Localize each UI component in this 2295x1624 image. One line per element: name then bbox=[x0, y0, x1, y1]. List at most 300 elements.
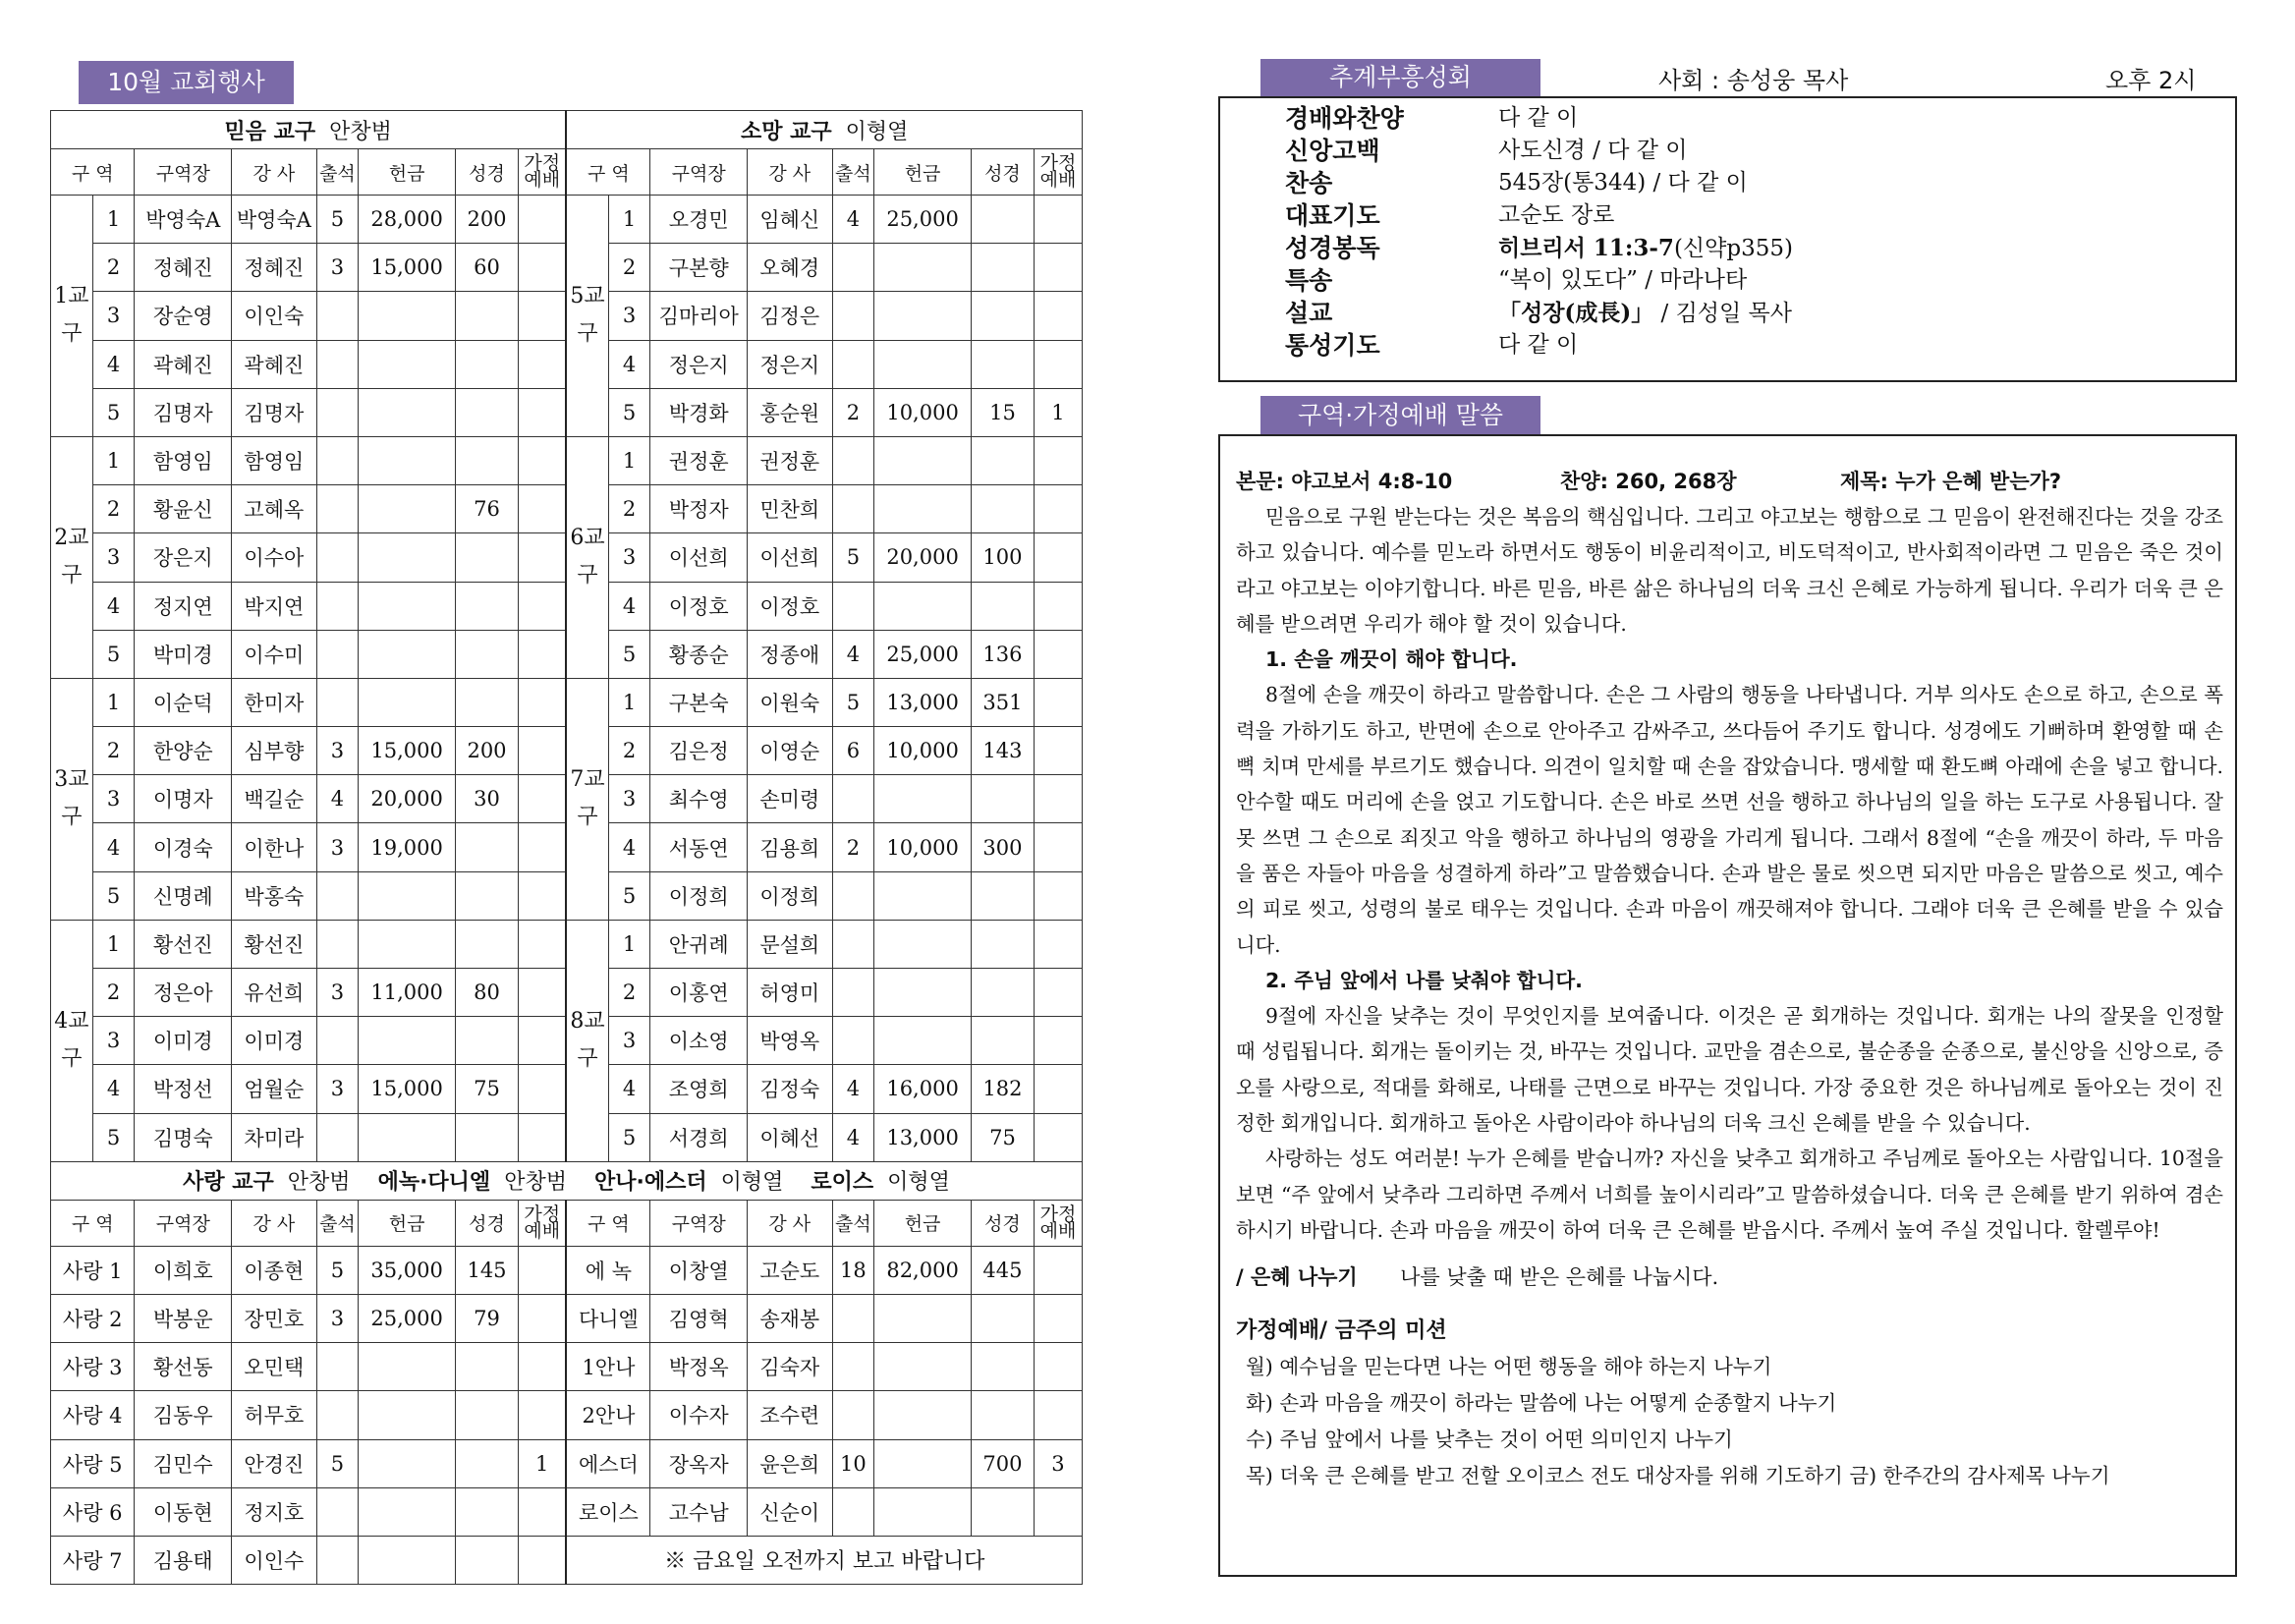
table-cell: 75 bbox=[455, 1065, 518, 1113]
column-header: 가정예배 bbox=[1034, 149, 1082, 196]
table-cell: 홍순원 bbox=[748, 388, 832, 436]
table-cell: 이종현 bbox=[232, 1246, 316, 1294]
column-header-row bbox=[51, 1200, 1083, 1246]
group-number: 2 bbox=[608, 727, 650, 775]
table-cell bbox=[971, 1487, 1034, 1536]
group-name: 사랑 5 bbox=[51, 1439, 135, 1487]
table-cell: 황윤신 bbox=[135, 485, 232, 533]
table-cell bbox=[1034, 244, 1082, 292]
table-cell: 허영미 bbox=[748, 969, 832, 1017]
group-name: 로이스 bbox=[566, 1487, 649, 1536]
table-cell bbox=[1034, 823, 1082, 871]
table-cell bbox=[455, 1343, 518, 1391]
table-cell bbox=[874, 1343, 972, 1391]
column-header: 출석 bbox=[832, 149, 874, 196]
table-cell: 이경숙 bbox=[135, 823, 232, 871]
table-cell: 16,000 bbox=[874, 1065, 972, 1113]
district-label: 6교구 bbox=[566, 436, 608, 678]
sermon-intro: 믿음으로 구원 받는다는 것은 복음의 핵심입니다. 그리고 야고보는 행함으로 그 믿음이 완전해진다는 것을 강조하고 있습니다. 예수를 믿노라 하면서도 행동이 비윤리적이고, 비도덕적이고, 반사회적이라면 그 믿음은 죽은 것이라고 야고보는 이야기합니다. 바른 믿음, 바른 삶은 하나님의 더욱 크신 은혜로 가능하게 됩니다. 우리가 더욱 큰 은혜를 받으려면 우리가 해야 할 것이 있습니다. bbox=[1236, 505, 2223, 636]
table-cell bbox=[832, 1391, 874, 1439]
table-cell bbox=[874, 485, 972, 533]
table-cell: 700 bbox=[971, 1439, 1034, 1487]
table-cell bbox=[455, 630, 518, 678]
group-number: 2 bbox=[608, 969, 650, 1017]
table-cell bbox=[971, 969, 1034, 1017]
group-number: 5 bbox=[608, 1113, 650, 1161]
table-cell bbox=[1034, 196, 1082, 244]
service-item-value-text: / 김성일 목사 bbox=[1653, 301, 1792, 326]
group-number: 1 bbox=[92, 196, 135, 244]
table-cell bbox=[359, 920, 456, 968]
table-cell: 권정훈 bbox=[748, 436, 832, 484]
district-label: 7교구 bbox=[566, 678, 608, 920]
table-cell: 4 bbox=[832, 196, 874, 244]
table-cell: 김명자 bbox=[232, 388, 316, 436]
table-cell: 이인숙 bbox=[232, 292, 316, 340]
service-item-label: 성경봉독 bbox=[1285, 234, 1380, 262]
table-cell bbox=[316, 1113, 359, 1161]
table-cell: 60 bbox=[455, 244, 518, 292]
table-cell bbox=[1034, 1391, 1082, 1439]
group-name: 사랑 4 bbox=[51, 1391, 135, 1439]
table-cell bbox=[455, 920, 518, 968]
table-cell: 이수미 bbox=[232, 630, 316, 678]
faith-district-leader: 안창범 bbox=[329, 119, 392, 144]
table-cell: 82,000 bbox=[874, 1246, 972, 1294]
table-cell: 300 bbox=[971, 823, 1034, 871]
service-item-label: 대표기도 bbox=[1285, 201, 1380, 230]
table-cell bbox=[359, 1536, 456, 1584]
table-cell bbox=[519, 436, 567, 484]
column-header: 출석 bbox=[316, 1200, 359, 1246]
table-cell bbox=[1034, 1487, 1082, 1536]
table-cell: 정지호 bbox=[232, 1487, 316, 1536]
table-cell bbox=[519, 678, 567, 726]
table-cell: 한미자 bbox=[232, 678, 316, 726]
mission-item: 월) 예수님을 믿는다면 나는 어떤 행동을 해야 하는지 나누기 bbox=[1246, 1354, 1772, 1378]
table-cell: 김동우 bbox=[135, 1391, 232, 1439]
table-cell: 6 bbox=[832, 727, 874, 775]
service-item-label: 찬송 bbox=[1285, 169, 1333, 197]
table-cell bbox=[316, 1343, 359, 1391]
table-cell: 10,000 bbox=[874, 388, 972, 436]
table-row bbox=[51, 1246, 1083, 1294]
grace-sharing-label: / 은혜 나누기 bbox=[1236, 1265, 1358, 1290]
table-cell bbox=[455, 1017, 518, 1065]
table-cell: 20,000 bbox=[874, 533, 972, 582]
table-cell bbox=[971, 1017, 1034, 1065]
table-cell: 100 bbox=[971, 533, 1034, 582]
table-cell bbox=[316, 292, 359, 340]
table-cell: 최수영 bbox=[650, 775, 748, 823]
group-number: 2 bbox=[608, 244, 650, 292]
table-cell: 10,000 bbox=[874, 823, 972, 871]
column-header: 성경 bbox=[455, 1200, 518, 1246]
table-cell: 정종애 bbox=[748, 630, 832, 678]
table-cell: 이미경 bbox=[135, 1017, 232, 1065]
table-cell: 80 bbox=[455, 969, 518, 1017]
group-name: 사랑 2 bbox=[51, 1294, 135, 1342]
district-label: 1교구 bbox=[51, 196, 93, 437]
order-of-service bbox=[1218, 96, 2237, 382]
table-cell bbox=[359, 292, 456, 340]
service-item-label: 통성기도 bbox=[1285, 331, 1380, 360]
group-number: 1 bbox=[92, 678, 135, 726]
lois-group-leader: 이형열 bbox=[887, 1170, 950, 1196]
table-cell: 이순덕 bbox=[135, 678, 232, 726]
table-cell bbox=[1034, 292, 1082, 340]
table-cell bbox=[455, 871, 518, 920]
group-number: 1 bbox=[608, 678, 650, 726]
table-cell bbox=[359, 436, 456, 484]
table-cell bbox=[316, 582, 359, 630]
table-cell: 143 bbox=[971, 727, 1034, 775]
table-cell: 이미경 bbox=[232, 1017, 316, 1065]
table-cell bbox=[455, 1113, 518, 1161]
group-number: 5 bbox=[608, 630, 650, 678]
table-cell: 4 bbox=[832, 1113, 874, 1161]
table-cell bbox=[874, 340, 972, 388]
service-item-value-text: 다 같 이 bbox=[1498, 332, 1579, 358]
service-item bbox=[1220, 167, 2235, 199]
table-cell: 안경진 bbox=[232, 1439, 316, 1487]
table-cell: 김정은 bbox=[748, 292, 832, 340]
group-number: 1 bbox=[92, 436, 135, 484]
table-cell bbox=[832, 871, 874, 920]
table-cell bbox=[832, 582, 874, 630]
table-cell: 이한나 bbox=[232, 823, 316, 871]
group-number: 5 bbox=[92, 871, 135, 920]
table-cell: 351 bbox=[971, 678, 1034, 726]
table-cell bbox=[874, 920, 972, 968]
column-header: 구역장 bbox=[135, 149, 232, 196]
district-label: 5교구 bbox=[566, 196, 608, 437]
hymn-numbers: 찬양: 260, 268장 bbox=[1560, 470, 1737, 493]
table-cell: 5 bbox=[832, 533, 874, 582]
service-item bbox=[1220, 199, 2235, 232]
section-header bbox=[51, 1161, 1083, 1200]
table-cell: 2 bbox=[832, 388, 874, 436]
column-header: 구 역 bbox=[51, 1200, 135, 1246]
district-label: 2교구 bbox=[51, 436, 93, 678]
table-cell: 고순도 bbox=[748, 1246, 832, 1294]
table-cell: 장옥자 bbox=[650, 1439, 748, 1487]
table-cell: 황종순 bbox=[650, 630, 748, 678]
table-cell: 76 bbox=[455, 485, 518, 533]
table-cell: 조수련 bbox=[748, 1391, 832, 1439]
table-cell: 이선희 bbox=[748, 533, 832, 582]
table-cell: 3 bbox=[316, 823, 359, 871]
group-number: 2 bbox=[92, 727, 135, 775]
table-cell bbox=[519, 485, 567, 533]
column-header: 구역장 bbox=[650, 1200, 748, 1246]
group-number: 1 bbox=[608, 920, 650, 968]
table-cell: 200 bbox=[455, 196, 518, 244]
point-2-heading: 2. 주님 앞에서 나를 낮춰야 합니다. bbox=[1265, 968, 1583, 992]
table-cell bbox=[832, 436, 874, 484]
group-name: 1안나 bbox=[566, 1343, 649, 1391]
table-cell bbox=[971, 582, 1034, 630]
group-number: 1 bbox=[608, 196, 650, 244]
table-row bbox=[51, 1343, 1083, 1391]
footnote: ※ 금요일 오전까지 보고 바랍니다 bbox=[566, 1536, 1082, 1584]
point-2-body: 9절에 자신을 낮추는 것이 무엇인지를 보여줍니다. 이것은 곧 회개하는 것입니다. 회개는 나의 잘못을 인정할 때 성립됩니다. 회개는 돌이키는 것, 바꾸는 것입니다. 교만을 겸손으로, 불순종을 순종으로, 불신앙을 신앙으로, 증오를 사랑으로, 적대를 화해로, 나태를 근면으로 바꾸는 것입니다. 가장 중요한 것은 하나님께로 돌아오는 것이 진정한 회개입니다. 회개하고 돌아온 사람이라야 하나님의 더욱 크신 은혜를 받을 수 있습니다. bbox=[1236, 1004, 2223, 1136]
table-cell: 김명자 bbox=[135, 388, 232, 436]
table-cell: 18 bbox=[832, 1246, 874, 1294]
service-item-label: 신앙고백 bbox=[1285, 137, 1380, 165]
table-cell bbox=[832, 920, 874, 968]
service-item-value bbox=[1498, 135, 1688, 167]
table-cell bbox=[519, 1113, 567, 1161]
table-cell: 임혜신 bbox=[748, 196, 832, 244]
love-district-label: 사랑 교구 bbox=[183, 1170, 274, 1196]
table-cell: 15,000 bbox=[359, 1065, 456, 1113]
table-cell bbox=[832, 485, 874, 533]
table-cell bbox=[971, 775, 1034, 823]
table-cell bbox=[971, 292, 1034, 340]
group-number: 2 bbox=[608, 485, 650, 533]
service-item bbox=[1220, 329, 2235, 362]
table-row bbox=[51, 1294, 1083, 1342]
anna-group-leader: 이형열 bbox=[720, 1170, 784, 1196]
table-cell bbox=[359, 1439, 456, 1487]
group-number: 4 bbox=[608, 1065, 650, 1113]
table-cell: 조영희 bbox=[650, 1065, 748, 1113]
table-cell bbox=[519, 871, 567, 920]
district-label: 3교구 bbox=[51, 678, 93, 920]
table-cell bbox=[519, 1536, 567, 1584]
sermon-header bbox=[1236, 464, 2223, 499]
love-district-leader: 안창범 bbox=[287, 1170, 351, 1196]
table-cell: 장민호 bbox=[232, 1294, 316, 1342]
lois-group-label: 로이스 bbox=[811, 1170, 874, 1196]
table-cell bbox=[832, 1487, 874, 1536]
table-cell: 박영숙A bbox=[232, 196, 316, 244]
table-cell bbox=[316, 1017, 359, 1065]
table-cell bbox=[519, 969, 567, 1017]
table-cell: 이정호 bbox=[650, 582, 748, 630]
district-report-table bbox=[50, 110, 1083, 1585]
group-number: 3 bbox=[92, 292, 135, 340]
enoch-group-leader: 안창범 bbox=[504, 1170, 567, 1196]
group-name: 사랑 1 bbox=[51, 1246, 135, 1294]
table-cell bbox=[519, 920, 567, 968]
table-cell bbox=[455, 1439, 518, 1487]
table-cell bbox=[519, 533, 567, 582]
group-name: 2안나 bbox=[566, 1391, 649, 1439]
table-cell bbox=[971, 436, 1034, 484]
service-item-label: 특송 bbox=[1285, 266, 1333, 295]
group-name: 사랑 7 bbox=[51, 1536, 135, 1584]
table-cell bbox=[1034, 533, 1082, 582]
table-cell bbox=[1034, 920, 1082, 968]
group-number: 1 bbox=[92, 920, 135, 968]
table-cell: 김명숙 bbox=[135, 1113, 232, 1161]
table-cell bbox=[519, 244, 567, 292]
table-cell bbox=[519, 582, 567, 630]
column-header: 가정예배 bbox=[1034, 1200, 1082, 1246]
table-cell bbox=[832, 1017, 874, 1065]
table-cell: 황선진 bbox=[232, 920, 316, 968]
anna-group-label: 안나·에스더 bbox=[593, 1170, 707, 1196]
table-cell bbox=[1034, 1065, 1082, 1113]
table-cell bbox=[519, 1343, 567, 1391]
group-number: 4 bbox=[608, 582, 650, 630]
table-cell: 19,000 bbox=[359, 823, 456, 871]
table-cell bbox=[519, 1487, 567, 1536]
district-label: 4교구 bbox=[51, 920, 93, 1161]
group-number: 5 bbox=[92, 1113, 135, 1161]
table-cell bbox=[316, 340, 359, 388]
table-cell: 오민택 bbox=[232, 1343, 316, 1391]
group-number: 3 bbox=[608, 533, 650, 582]
point-1-body: 8절에 손을 깨끗이 하라고 말씀합니다. 손은 그 사람의 행동을 나타냅니다. 거부 의사도 손으로 하고, 손으로 폭력을 가하기도 하고, 반면에 손으로 안아주고 감싸주고, 쓰다듬어 주기도 합니다. 성경에도 기뻐하며 환영할 때 손뼉 치며 만세를 부르기도 했습니다. 의견이 일치할 때 손을 잡았습니다. 맹세할 때 환도뼈 아래에 손을 넣고 합니다. 안수할 때도 머리에 손을 얹고 기도합니다. 손은 바로 쓰면 선을 행하고 하나님의 일을 하는 도구로 사용됩니다. 잘 못 쓰면 그 손으로 죄짓고 악을 행하고 하나님의 영광을 가리게 됩니다. 그래서 8절에 “손을 깨끗이 하라, 두 마음을 품은 자들아 마음을 성결하게 하라”고 말씀했습니다. 손과 발은 물로 씻으면 되지만 마음은 말씀으로 씻고, 예수의 피로 씻고, 성령의 불로 태우는 것입니다. 손과 마음이 깨끗해져야 합니다. 그래야 더욱 큰 은혜를 받을 수 있습니다. bbox=[1236, 683, 2223, 957]
table-cell bbox=[1034, 1246, 1082, 1294]
table-cell bbox=[519, 340, 567, 388]
table-cell bbox=[971, 1343, 1034, 1391]
table-cell: 박미경 bbox=[135, 630, 232, 678]
column-header-row bbox=[51, 149, 1083, 196]
group-number: 3 bbox=[608, 775, 650, 823]
table-cell: 서경희 bbox=[650, 1113, 748, 1161]
table-cell bbox=[874, 969, 972, 1017]
group-number: 5 bbox=[608, 871, 650, 920]
service-item-value bbox=[1498, 167, 1748, 199]
table-cell: 이희호 bbox=[135, 1246, 232, 1294]
table-cell: 곽혜진 bbox=[135, 340, 232, 388]
table-cell bbox=[1034, 1113, 1082, 1161]
group-name: 에 녹 bbox=[566, 1246, 649, 1294]
table-cell: 김숙자 bbox=[748, 1343, 832, 1391]
table-cell: 3 bbox=[316, 727, 359, 775]
group-name: 다니엘 bbox=[566, 1294, 649, 1342]
table-row bbox=[51, 1391, 1083, 1439]
table-cell bbox=[519, 823, 567, 871]
table-cell: 송재봉 bbox=[748, 1294, 832, 1342]
table-cell: 고혜옥 bbox=[232, 485, 316, 533]
table-cell bbox=[1034, 485, 1082, 533]
table-cell: 박봉운 bbox=[135, 1294, 232, 1342]
mission-list bbox=[1236, 1349, 2223, 1494]
table-cell: 이선희 bbox=[650, 533, 748, 582]
table-cell: 정혜진 bbox=[232, 244, 316, 292]
table-cell: 79 bbox=[455, 1294, 518, 1342]
table-cell bbox=[971, 1294, 1034, 1342]
table-cell bbox=[874, 1391, 972, 1439]
table-cell: 4 bbox=[832, 630, 874, 678]
column-header: 강 사 bbox=[748, 1200, 832, 1246]
table-cell: 15,000 bbox=[359, 244, 456, 292]
table-row bbox=[51, 920, 1083, 968]
table-cell: 445 bbox=[971, 1246, 1034, 1294]
table-cell: 박홍숙 bbox=[232, 871, 316, 920]
table-cell bbox=[874, 436, 972, 484]
column-header: 강 사 bbox=[232, 1200, 316, 1246]
table-cell bbox=[316, 920, 359, 968]
group-name: 에스더 bbox=[566, 1439, 649, 1487]
table-cell bbox=[316, 871, 359, 920]
table-cell: 3 bbox=[316, 1065, 359, 1113]
table-cell bbox=[316, 1391, 359, 1439]
faith-district-header bbox=[51, 111, 567, 149]
service-item-value-bold: 히브리서 11:3-7 bbox=[1498, 235, 1674, 261]
table-cell: 김민수 bbox=[135, 1439, 232, 1487]
group-number: 4 bbox=[608, 340, 650, 388]
table-cell bbox=[359, 533, 456, 582]
revival-tag: 추계부흥성회 bbox=[1260, 59, 1540, 96]
table-cell bbox=[519, 727, 567, 775]
table-cell: 25,000 bbox=[874, 630, 972, 678]
table-cell: 이동현 bbox=[135, 1487, 232, 1536]
table-cell: 이정희 bbox=[748, 871, 832, 920]
table-cell bbox=[971, 340, 1034, 388]
table-cell bbox=[519, 196, 567, 244]
table-cell: 박지연 bbox=[232, 582, 316, 630]
column-header: 출석 bbox=[316, 149, 359, 196]
table-cell: 정지연 bbox=[135, 582, 232, 630]
group-number: 3 bbox=[92, 533, 135, 582]
table-cell: 이수자 bbox=[650, 1391, 748, 1439]
group-number: 3 bbox=[608, 1017, 650, 1065]
table-cell: 유선희 bbox=[232, 969, 316, 1017]
table-cell bbox=[359, 485, 456, 533]
table-cell: 김영혁 bbox=[650, 1294, 748, 1342]
service-item bbox=[1220, 232, 2235, 264]
sermon-box bbox=[1218, 434, 2237, 1577]
service-item-value bbox=[1498, 102, 1578, 135]
table-cell bbox=[519, 1065, 567, 1113]
hope-district-leader: 이형열 bbox=[845, 119, 909, 144]
mission-item: 수) 주님 앞에서 나를 낮추는 것이 어떤 의미인지 나누기 bbox=[1246, 1427, 1733, 1451]
table-cell bbox=[1034, 340, 1082, 388]
column-header: 강 사 bbox=[232, 149, 316, 196]
table-cell: 35,000 bbox=[359, 1246, 456, 1294]
sermon-tag: 구역·가정예배 말씀 bbox=[1260, 396, 1540, 434]
group-number: 4 bbox=[92, 582, 135, 630]
sermon-conclusion: 사랑하는 성도 여러분! 누가 은혜를 받습니까? 자신을 낮추고 회개하고 주님께로 돌아오는 사람입니다. 10절을 보면 “주 앞에서 낮추라 그리하면 주께서 너희를 높이시리라”고 말씀하셨습니다. 더욱 큰 은혜를 받기 위하여 겸손하시기 바랍니다. 손과 마음을 깨끗이 하여 더욱 큰 은혜를 받읍시다. 주께서 높여 주실 것입니다. 할렐루야! bbox=[1236, 1147, 2223, 1242]
table-cell: 1 bbox=[1034, 388, 1082, 436]
table-cell: 이정호 bbox=[748, 582, 832, 630]
table-cell: 윤은희 bbox=[748, 1439, 832, 1487]
column-header: 구역장 bbox=[650, 149, 748, 196]
table-cell: 함영임 bbox=[232, 436, 316, 484]
table-cell bbox=[1034, 871, 1082, 920]
service-item-value bbox=[1498, 199, 1614, 232]
table-cell bbox=[971, 196, 1034, 244]
table-cell bbox=[455, 678, 518, 726]
table-cell: 30 bbox=[455, 775, 518, 823]
group-number: 4 bbox=[92, 340, 135, 388]
column-header: 가정예배 bbox=[519, 149, 567, 196]
table-cell: 이정희 bbox=[650, 871, 748, 920]
table-cell bbox=[1034, 1294, 1082, 1342]
table-cell: 이수아 bbox=[232, 533, 316, 582]
table-cell bbox=[971, 485, 1034, 533]
table-cell bbox=[359, 340, 456, 388]
table-cell: 5 bbox=[316, 196, 359, 244]
table-cell: 구본향 bbox=[650, 244, 748, 292]
table-cell bbox=[874, 775, 972, 823]
table-cell: 심부향 bbox=[232, 727, 316, 775]
table-cell bbox=[316, 436, 359, 484]
table-cell bbox=[832, 340, 874, 388]
table-cell: 이홍연 bbox=[650, 969, 748, 1017]
column-header: 구 역 bbox=[51, 149, 135, 196]
column-header: 강 사 bbox=[748, 149, 832, 196]
table-cell bbox=[455, 388, 518, 436]
group-number: 2 bbox=[92, 244, 135, 292]
table-cell bbox=[519, 292, 567, 340]
